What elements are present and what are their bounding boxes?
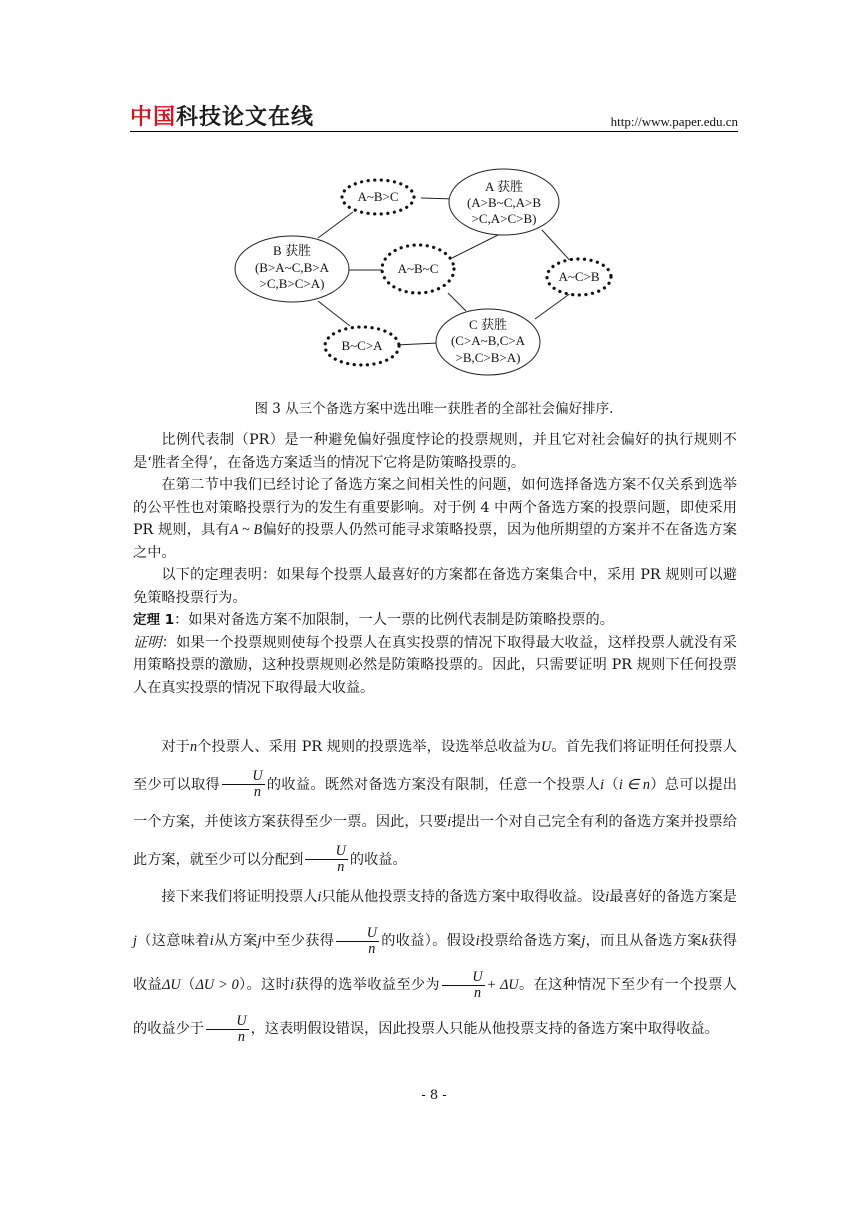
math-i: i — [447, 814, 452, 830]
p2-math: A ~ B — [229, 522, 263, 538]
p5-text-2: 个投票人、采用 PR 规则的投票选举，设选举总收益为 — [197, 739, 541, 755]
preference-diagram — [230, 166, 630, 386]
node-c-title: C 获胜 — [469, 317, 507, 332]
edge-acb-c — [535, 290, 575, 319]
p6-text-11: （ — [180, 977, 196, 993]
p5-text-5: （ — [604, 776, 619, 793]
p5-text-1: 对于 — [161, 739, 190, 755]
fraction-denominator: n — [473, 984, 482, 1001]
fraction-u-over-n — [442, 970, 485, 1001]
p6-text-15: ，这表明假设错误，因此投票人只能从他投票支持的备选方案中取得收益。 — [250, 1021, 719, 1037]
fraction-numerator: U — [222, 769, 265, 785]
node-a-b-gt-c-label: A~B>C — [357, 189, 399, 204]
p6-text-6: 中至少获得 — [261, 933, 335, 949]
fraction-denominator: n — [337, 859, 345, 875]
math-j: j — [581, 933, 586, 949]
node-a-line2: >C,A>C>B) — [471, 211, 537, 226]
proof-text: ：如果一个投票规则使每个投票人在真实投票的情况下取得最大收益，这样投票人就没有采用策略投票的激励，这种投票规则必然是防策略投票的。因此，只需要证明 PR 规则下任何投票人在真实投票的情况下取得最大收益。 — [133, 634, 737, 696]
math-n: n — [189, 739, 198, 755]
node-b-line2: >C,B>C>A) — [259, 276, 325, 291]
fraction-denominator: n — [253, 784, 262, 800]
p6-text-9: ，而且从备选方案 — [585, 933, 702, 949]
node-c-line1: (C>A~B,C>A — [450, 333, 526, 348]
page-header — [130, 104, 738, 132]
p6-text-13: 获得的选举收益至少为 — [294, 977, 440, 993]
edge-abc-b — [318, 212, 353, 238]
fraction-u-over-n — [336, 926, 379, 957]
fraction-numerator: U — [336, 926, 379, 942]
math-j: j — [133, 933, 137, 949]
fraction-denominator: n — [368, 940, 376, 957]
math-i: i — [600, 776, 605, 793]
paragraph-pr-rule: 比例代表制（PR）是一种避免偏好强度悖论的投票规则，并且它对社会偏好的执行规则不是‘胜者全得’，在备选方案适当的情况下它将是防策略投票的。 — [133, 432, 737, 471]
p6-text-14: 。在这种情况下至少有一个投票人的收益少于 — [133, 977, 737, 1037]
node-a-title: A 获胜 — [485, 179, 523, 194]
node-b-line1: (B>A~C,B>A — [254, 260, 330, 275]
edge-bca-c — [396, 343, 438, 345]
p6-text-7: 的收益）。假设 — [380, 933, 476, 949]
node-b-c-gt-a-label: B~C>A — [341, 338, 383, 353]
edge-abtc-c — [448, 293, 466, 311]
math-i: i — [290, 977, 295, 993]
p6-text-3: 最喜好的备选方案是 — [609, 889, 737, 905]
p2-text-b: 偏好的投票人仍然可能寻求策略投票，因为他所期望的方案并不在备选方案之中。 — [133, 522, 737, 561]
math-i: i — [209, 933, 214, 949]
fraction-denominator: n — [237, 1028, 246, 1045]
fraction-u-over-n — [222, 769, 265, 800]
p6-text-5: 从方案 — [213, 933, 258, 949]
p5-text-7: 提出一个对自己完全有利的备选方案并投票给此方案，就至少可以分配到 — [133, 814, 737, 868]
p5-text-8: 的收益。 — [349, 851, 407, 868]
theorem-text: ：如果对备选方案不加限制，一人一票的比例代表制是防策略投票的。 — [174, 612, 614, 628]
math-k: k — [701, 933, 708, 949]
math-i: i — [475, 933, 480, 949]
p2-text-a: 在第二节中我们已经讨论了备选方案之间相关性的问题，如何选择备选方案不仅关系到选举的公平性也对策略投票行为的发生有重要影响。对于例 4 中两个备选方案的投票问题，即使采用 PR 规则，具有 — [133, 477, 737, 538]
math-i: i — [605, 889, 610, 905]
figure-caption: 图 3 从三个备选方案中选出唯一获胜者的全部社会偏好排序. — [254, 401, 614, 417]
fraction-numerator: U — [206, 1014, 249, 1030]
math-plus-delta-u: + ΔU — [486, 977, 519, 993]
theorem-label: 定理 1 — [133, 612, 175, 628]
proof-paragraph — [133, 632, 737, 700]
node-a-b-c-tie-label: A~B~C — [397, 261, 439, 276]
body-text-proof-1 — [133, 729, 737, 879]
header-url[interactable]: http://www.paper.edu.cn — [610, 114, 738, 129]
p6-text-1: 接下来我们将证明投票人 — [161, 889, 318, 905]
paragraph-section-two — [133, 474, 737, 564]
p6-text-12: ）。这时 — [238, 977, 291, 993]
math-U: U — [540, 739, 552, 755]
logo-red-text: 中国 — [130, 105, 177, 130]
node-b-title: B 获胜 — [273, 243, 311, 258]
paragraph-proof-step-1 — [133, 729, 737, 879]
math-i: i — [317, 889, 322, 905]
p6-text-8: 投票给备选方案 — [479, 933, 582, 949]
theorem-1 — [133, 609, 737, 632]
journal-logo — [130, 104, 314, 132]
p5-text-3: 。首先我们将证明任何投票人至少可以取得 — [133, 739, 737, 793]
math-i-in-n: i ∈ n — [618, 776, 651, 793]
logo-dark-text: 科技论文在线 — [176, 105, 315, 130]
p5-text-4: 的收益。既然对备选方案没有限制，任意一个投票人 — [266, 776, 601, 793]
edge-b-bca — [318, 301, 350, 326]
math-delta-u-positive: ΔU > 0 — [195, 977, 239, 993]
fraction-u-over-n — [206, 1014, 249, 1045]
proof-label: 证明 — [133, 634, 162, 651]
fraction-numerator: U — [305, 844, 348, 860]
node-a-c-gt-b-label: A~C>B — [558, 269, 600, 284]
math-delta-u: ΔU — [162, 977, 181, 993]
p6-text-10: 获得收益 — [133, 933, 737, 993]
math-j: j — [257, 933, 262, 949]
paragraph-proof-step-2 — [133, 875, 737, 1051]
fraction-u-over-n — [305, 844, 348, 875]
p6-text-4: （这意味着 — [136, 933, 210, 949]
paragraph-theorem-intro: 以下的定理表明：如果每个投票人最喜好的方案都在备选方案集合中，采用 PR 规则可以避免策略投票行为。 — [133, 567, 737, 606]
body-text-proof-2 — [133, 875, 737, 1051]
header-rule — [130, 131, 738, 132]
node-c-line2: >B,C>B>A) — [455, 350, 521, 365]
p6-text-2: 只能从他投票支持的备选方案中取得收益。设 — [321, 889, 606, 905]
fraction-numerator: U — [442, 970, 485, 986]
p5-text-6: ）总可以提出一个方案，并使该方案获得至少一票。因此，只要 — [133, 776, 737, 830]
body-text-top — [133, 429, 737, 699]
node-a-line1: (A>B~C,A>B — [466, 195, 542, 210]
page-number: - 8 - — [421, 1088, 447, 1103]
